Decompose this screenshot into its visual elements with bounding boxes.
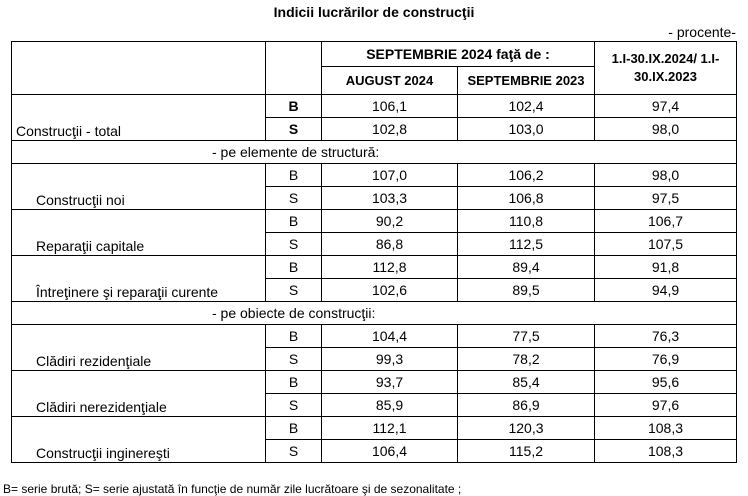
type-b: B (266, 210, 322, 233)
value-cell: 95,6 (595, 371, 737, 394)
type-s: S (266, 394, 322, 417)
value-cell: 107,5 (595, 233, 737, 256)
footnote: B= serie brută; S= serie ajustată în funcţie de număr zile lucrătoare şi de sezonalitate ; (3, 482, 462, 496)
value-cell: 97,6 (595, 394, 737, 417)
type-s: S (266, 348, 322, 371)
value-cell: 85,4 (458, 371, 595, 394)
value-cell: 106,2 (458, 164, 595, 187)
value-cell: 90,2 (322, 210, 458, 233)
value-cell: 94,9 (595, 279, 737, 302)
value-cell: 103,0 (458, 118, 595, 141)
type-s: S (266, 118, 322, 141)
value-cell: 93,7 (322, 371, 458, 394)
value-cell: 104,4 (322, 325, 458, 348)
value-cell: 86,8 (322, 233, 458, 256)
value-cell: 102,8 (322, 118, 458, 141)
type-b: B (266, 164, 322, 187)
value-cell: 106,8 (458, 187, 595, 210)
value-cell: 102,4 (458, 95, 595, 118)
construction-index-table (11, 41, 737, 463)
value-cell: 102,6 (322, 279, 458, 302)
value-cell: 98,0 (595, 118, 737, 141)
value-cell: 76,3 (595, 325, 737, 348)
row-label-engineering: Construcţii inginereşti (12, 417, 266, 463)
type-b: B (266, 371, 322, 394)
value-cell: 106,1 (322, 95, 458, 118)
row-label-maintenance: Întreţinere şi reparaţii curente (12, 256, 266, 302)
value-cell: 85,9 (322, 394, 458, 417)
section-filler (595, 302, 737, 325)
value-cell: 77,5 (458, 325, 595, 348)
header-group: SEPTEMBRIE 2024 faţă de : (322, 42, 595, 67)
header-col1: AUGUST 2024 (322, 67, 458, 95)
row-label-residential: Clădiri rezidenţiale (12, 325, 266, 371)
value-cell: 112,1 (322, 417, 458, 440)
value-cell: 97,4 (595, 95, 737, 118)
value-cell: 120,3 (458, 417, 595, 440)
section-filler (595, 141, 737, 164)
section-structure: - pe elemente de structură: (12, 141, 595, 164)
value-cell: 98,0 (595, 164, 737, 187)
type-s: S (266, 279, 322, 302)
value-cell: 108,3 (595, 440, 737, 463)
value-cell: 106,7 (595, 210, 737, 233)
value-cell: 97,5 (595, 187, 737, 210)
value-cell: 103,3 (322, 187, 458, 210)
value-cell: 89,5 (458, 279, 595, 302)
header-col3: 1.I-30.IX.2024/ 1.I-30.IX.2023 (595, 42, 737, 95)
value-cell: 107,0 (322, 164, 458, 187)
type-b: B (266, 256, 322, 279)
header-empty-label (12, 42, 266, 95)
value-cell: 78,2 (458, 348, 595, 371)
type-s: S (266, 233, 322, 256)
row-label-total: Construcţii - total (12, 95, 266, 141)
value-cell: 115,2 (458, 440, 595, 463)
type-s: S (266, 187, 322, 210)
value-cell: 91,8 (595, 256, 737, 279)
unit-label: - procente- (668, 24, 736, 40)
value-cell: 76,9 (595, 348, 737, 371)
value-cell: 108,3 (595, 417, 737, 440)
type-s: S (266, 440, 322, 463)
value-cell: 99,3 (322, 348, 458, 371)
table-title: Indicii lucrărilor de construcţii (273, 4, 475, 20)
header-col2: SEPTEMBRIE 2023 (458, 67, 595, 95)
type-b: B (266, 95, 322, 118)
row-label-nonresidential: Clădiri nerezidenţiale (12, 371, 266, 417)
section-objects: - pe obiecte de construcţii: (12, 302, 595, 325)
type-b: B (266, 325, 322, 348)
value-cell: 112,8 (322, 256, 458, 279)
row-label-capital-repairs: Reparaţii capitale (12, 210, 266, 256)
row-label-new: Construcţii noi (12, 164, 266, 210)
type-b: B (266, 417, 322, 440)
value-cell: 106,4 (322, 440, 458, 463)
header-empty-type (266, 42, 322, 95)
value-cell: 110,8 (458, 210, 595, 233)
value-cell: 86,9 (458, 394, 595, 417)
value-cell: 112,5 (458, 233, 595, 256)
value-cell: 89,4 (458, 256, 595, 279)
